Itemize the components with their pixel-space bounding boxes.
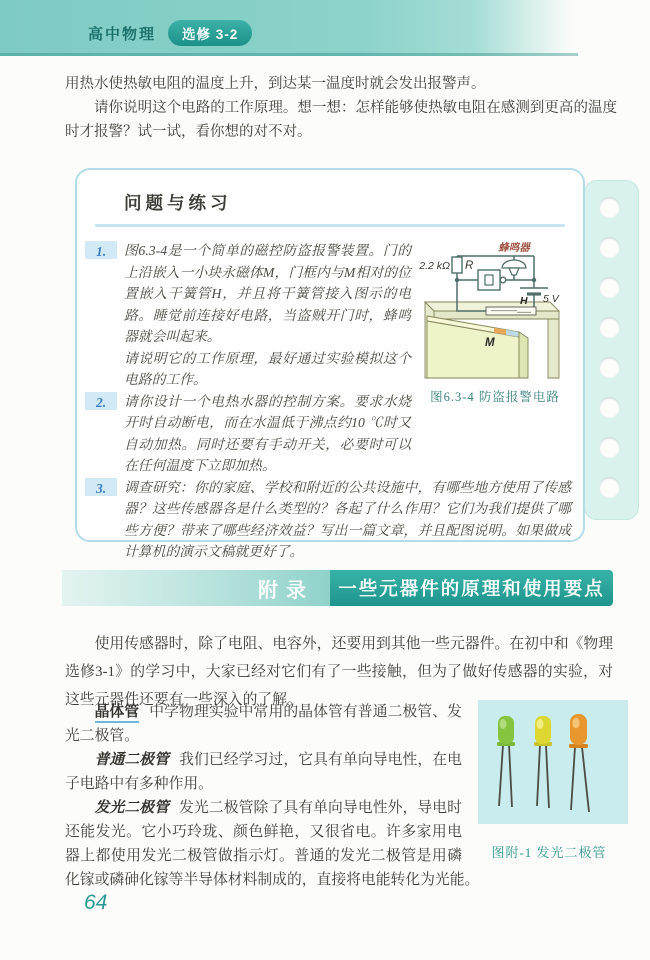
alarm-circuit-diagram [419, 240, 571, 384]
appendix-bar-left [62, 570, 330, 606]
problem-1-text-2: 请说明它的工作原理，最好通过实验模拟这个电路的工作。 [124, 350, 411, 387]
battery-label: 5 V [543, 293, 559, 305]
appendix-intro: 使用传感器时，除了电阻、电容外，还要用到其他一些元器件。在初中和《物理选修3-1》的学习中，大家已经对它们有了一些接触，但为了做好传感器的实验，对这些元器件还要有一些深入的了解。 [65, 636, 613, 708]
resistor-symbol [452, 257, 462, 273]
appendix-title: 一些元器件的原理和使用要点 [338, 580, 605, 600]
section-transistor-text: 中学物理实验中常用的晶体管有普通二极管、发光二极管。 [65, 704, 462, 744]
problems-box [75, 168, 585, 559]
appendix-label: 附录 [258, 579, 314, 602]
binder-hole [599, 397, 620, 418]
intro-paragraph-1: 用热水使热敏电阻的温度上升，到达某一温度时就会发出报警声。 [65, 76, 486, 92]
problem-3-text: 调查研究：你的家庭、学校和附近的公共设施中，有哪些地方使用了传感器？这些传感器各是什么类型的？各起了什么作用？它们为我们提供了哪些方便？带来了哪些经济效益？写出一篇文章，并且配图说明。如果做成计算机的演示文稿就更好了。 [124, 479, 571, 559]
binder-hole [599, 357, 620, 378]
term-transistor: 晶体管 [95, 704, 140, 723]
reed-switch-label: H [520, 295, 528, 307]
binder-hole [599, 317, 620, 338]
problems-list [77, 240, 583, 563]
binder-hole [599, 277, 620, 298]
binder-hole [599, 437, 620, 458]
term-led: 发光二极管 [94, 800, 170, 816]
item-number: 2. [85, 392, 117, 410]
course-title: 高中物理 [88, 25, 157, 43]
buzzer-label: 蜂鸣器 [498, 242, 530, 254]
led-photo [478, 700, 628, 824]
item-number: 3. [85, 478, 117, 496]
page-header-band [0, 0, 578, 56]
term-diode: 普通二极管 [94, 752, 170, 768]
problem-item-3 [77, 477, 583, 563]
item-number: 1. [85, 241, 117, 259]
problem-item-1 [77, 240, 583, 404]
appendix-bar-right [330, 570, 613, 606]
magnet-label: M [485, 337, 495, 349]
figure-caption: 图6.3-4 防盗报警电路 [430, 390, 560, 404]
title-rule [95, 224, 565, 227]
resistor-name-label: R [465, 260, 474, 272]
gate-symbol [478, 270, 500, 290]
led-photo-caption: 图附-1 发光二极管 [491, 845, 607, 860]
problem-item-2 [77, 391, 583, 477]
appendix-sections [65, 700, 628, 892]
binder-strip [584, 180, 639, 520]
led-photo-figure [470, 700, 628, 862]
binder-hole [599, 197, 620, 218]
binder-hole [599, 477, 620, 498]
page-number: 64 [84, 891, 108, 914]
intro-paragraph-2: 请你说明这个电路的工作原理。想一想：怎样能够使热敏电阻在感测到更高的温度时才报警？试一试，看你想的对不对。 [65, 100, 617, 140]
section-diode-text: 我们已经学习过，它具有单向导电性，在电子电路中有多种作用。 [65, 752, 462, 792]
intro-paragraphs [65, 72, 617, 144]
problem-2-text: 请你设计一个电热水器的控制方案。要求水烧开时自动断电，而在水温低于沸点约10 ℃时又自动加热。同时还要有手动开关，必要时可以在任何温度下立即加热。 [124, 393, 411, 473]
problem-1-text: 图6.3-4是一个简单的磁控防盗报警装置。门的上沿嵌入一小块永磁体M，门框内与M相对的位置嵌入干簧管H，并且将干簧管接入图示的电路。睡觉前连接好电路，当盗贼开门时，蜂鸣器就会叫起来。 [124, 243, 411, 344]
section-led-text: 发光二极管除了具有单向导电性外，导电时还能发光。它小巧玲珑、颜色鲜艳，又很省电。许多家用电器上都使用发光二极管做指示灯。普通的发光二极管是用磷化镓或磷砷化镓等半导体材料制成的，直接将电能转化为光能。 [65, 800, 480, 888]
problems-box-title: 问题与练习 [124, 193, 232, 213]
resistor-value-label: 2.2 kΩ [419, 260, 450, 272]
binder-hole [599, 237, 620, 258]
buzzer-symbol [502, 260, 526, 268]
edition-badge: 选修 3-2 [168, 20, 252, 46]
